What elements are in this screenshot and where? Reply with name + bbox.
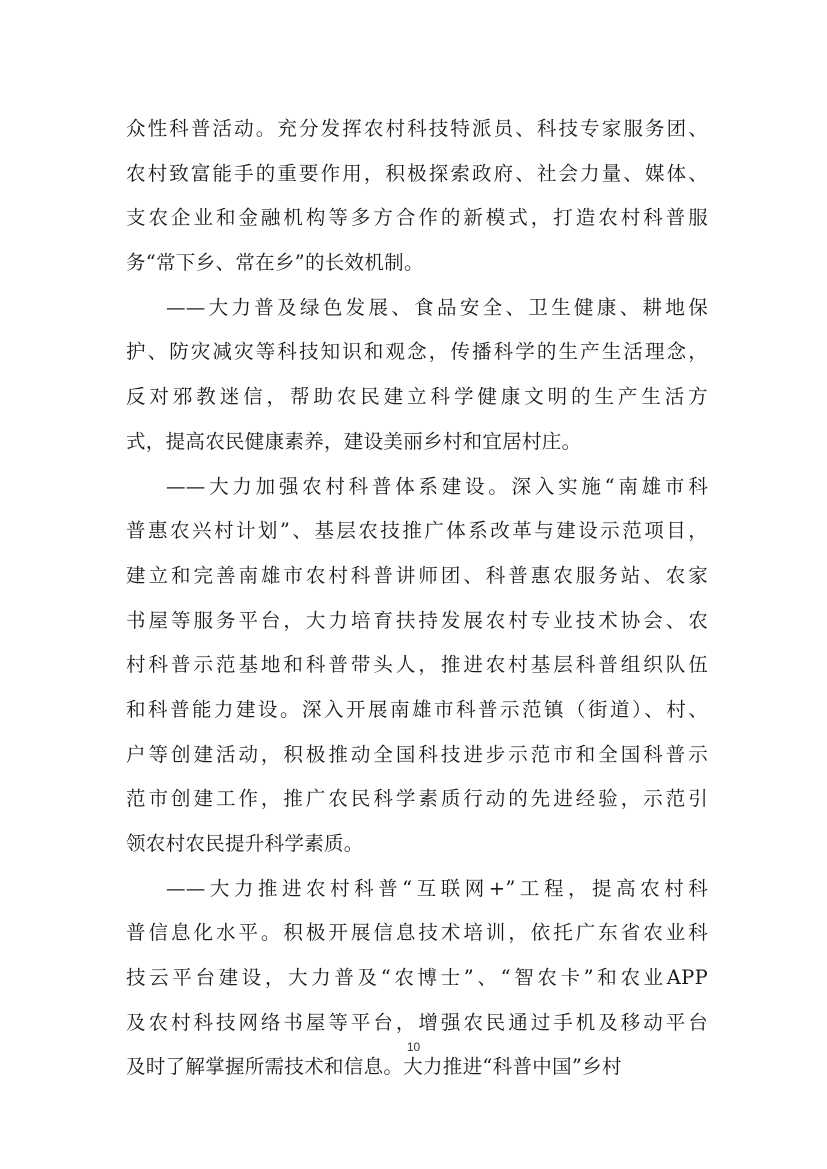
paragraph-line: 众性科普活动。充分发挥农村科技特派员、科技专家服务团、 <box>126 117 708 140</box>
paragraph-line: 及时了解掌握所需技术和信息。大力推进“科普中国”乡村 <box>126 1055 622 1079</box>
paragraph-line: 式，提高农民健康素养，建设美丽乡村和宜居村庄。 <box>126 429 582 453</box>
paragraph-line: 农村致富能手的重要作用，积极探索政府、社会力量、媒体、 <box>126 161 708 185</box>
paragraph-line: 普惠农兴村计划”、基层农技推广体系改革与建设示范项目， <box>126 519 708 543</box>
paragraph-line: 范市创建工作，推广农民科学素质行动的先进经验，示范引 <box>126 787 708 811</box>
paragraph-line: ——大力推进农村科普“互联网+”工程，提高农村科 <box>166 876 708 900</box>
page-number: 10 <box>406 1040 421 1054</box>
paragraph-line: 普信息化水平。积极开展信息技术培训，依托广东省农业科 <box>126 921 708 945</box>
paragraph <box>126 286 708 465</box>
paragraph-line: ——大力加强农村科普体系建设。深入实施“南雄市科 <box>166 474 708 498</box>
body-text <box>126 107 708 1090</box>
paragraph-line: 书屋等服务平台，大力培育扶持发展农村专业技术协会、农 <box>126 608 708 632</box>
paragraph-line: 及农村科技网络书屋等平台，增强农民通过手机及移动平台 <box>126 1010 708 1034</box>
paragraph <box>126 465 708 867</box>
paragraph-line: 反对邪教迷信，帮助农民建立科学健康文明的生产生活方 <box>126 385 708 409</box>
paragraph-line: 村科普示范基地和科普带头人，推进农村基层科普组织队伍 <box>126 653 708 677</box>
paragraph <box>126 867 708 1090</box>
paragraph-line: 技云平台建设，大力普及“农博士”、“智农卡”和农业APP <box>126 966 708 990</box>
paragraph-line: 务“常下乡、常在乡”的长效机制。 <box>126 251 424 275</box>
paragraph-line: 建立和完善南雄市农村科普讲师团、科普惠农服务站、农家 <box>126 563 708 587</box>
paragraph-line: 护、防灾减灾等科技知识和观念，传播科学的生产生活理念， <box>126 340 708 364</box>
paragraph-line: ——大力普及绿色发展、食品安全、卫生健康、耕地保 <box>166 295 708 319</box>
paragraph-line: 支农企业和金融机构等多方合作的新模式，打造农村科普服 <box>126 206 708 230</box>
paragraph <box>126 107 708 286</box>
paragraph-line: 和科普能力建设。深入开展南雄市科普示范镇（街道）、村、 <box>126 697 708 721</box>
paragraph-line: 领农村农民提升科学素质。 <box>126 832 364 855</box>
paragraph-line: 户等创建活动，积极推动全国科技进步示范市和全国科普示 <box>126 742 708 766</box>
